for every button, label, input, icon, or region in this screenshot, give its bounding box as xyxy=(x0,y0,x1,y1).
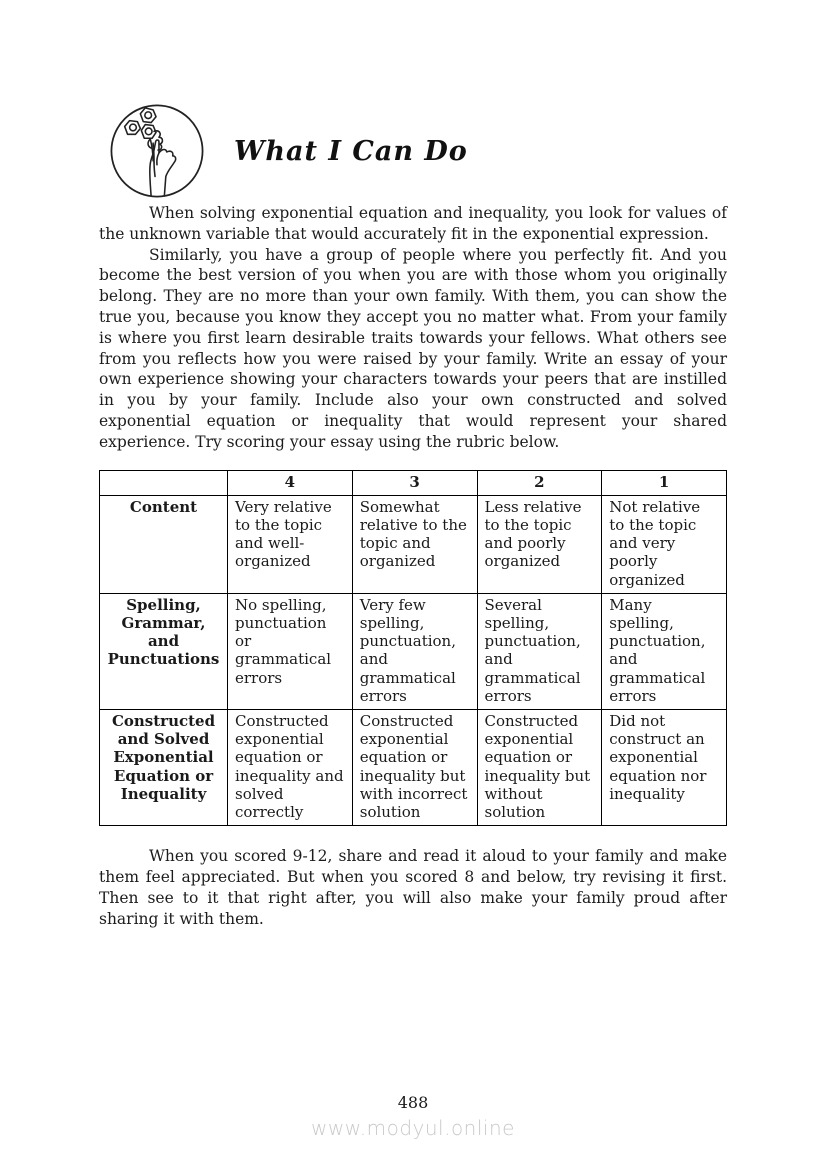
rubric-header-3: 3 xyxy=(352,470,477,495)
paragraph-essay-task: Similarly, you have a group of people where you perfectly fit. And you become the best version of you when you are with those whom you originally belong. They are no more than your own family. With them, you can show the true you, because you know they accept you no matter what. From your family is where you first learn desirable traits towards your fellows. What others see from you reflects how you were raised by your family. Write an essay of your own experience showing your characters towards your peers that are instilled in you by your family. Include also your own constructed and solved exponential equation or inequality that would represent your shared experience. Try scoring your essay using the rubric below. xyxy=(99,245,727,451)
section-header xyxy=(99,100,727,202)
page-number: 488 xyxy=(397,1093,429,1112)
rubric-cell: Did not construct an exponential equation nor inequality xyxy=(602,710,727,826)
rubric-row-label-spelling: Spelling, Grammar, and Punctuations xyxy=(100,593,228,709)
rubric-cell: Very relative to the topic and well-organized xyxy=(228,495,353,593)
rubric-cell: Several spelling, punctuation, and grammatical errors xyxy=(477,593,602,709)
hand-with-flowers-icon xyxy=(108,102,206,200)
rubric-header-4: 4 xyxy=(228,470,353,495)
rubric-cell: Constructed exponential equation or inequality but with incorrect solution xyxy=(352,710,477,826)
rubric-table xyxy=(99,470,727,827)
rubric-cell: Constructed exponential equation or inequality and solved correctly xyxy=(228,710,353,826)
rubric-row-label-constructed: Constructed and Solved Exponential Equation or Inequality xyxy=(100,710,228,826)
rubric-cell: Somewhat relative to the topic and organized xyxy=(352,495,477,593)
table-row xyxy=(100,593,727,709)
rubric-header-1: 1 xyxy=(602,470,727,495)
rubric-cell: No spelling, punctuation or grammatical errors xyxy=(228,593,353,709)
table-row xyxy=(100,495,727,593)
paragraph-intro: When solving exponential equation and inequality, you look for values of the unknown variable that would accurately fit in the exponential expression. xyxy=(99,204,727,243)
rubric-cell: Not relative to the topic and very poorly organized xyxy=(602,495,727,593)
rubric-row-label-content: Content xyxy=(100,495,228,593)
rubric-cell: Constructed exponential equation or inequality but without solution xyxy=(477,710,602,826)
watermark: www.modyul.online xyxy=(311,1116,515,1140)
page-title: What I Can Do xyxy=(234,135,468,167)
rubric-cell: Less relative to the topic and poorly organized xyxy=(477,495,602,593)
table-row xyxy=(100,710,727,826)
page-content xyxy=(99,0,727,929)
rubric-header-2: 2 xyxy=(477,470,602,495)
rubric-cell: Many spelling, punctuation, and grammatical errors xyxy=(602,593,727,709)
paragraph-scoring-note: When you scored 9-12, share and read it aloud to your family and make them feel appreciated. But when you scored 8 and below, try revising it first. Then see to it that right after, you will also make your family proud after sharing it with them. xyxy=(99,847,727,928)
rubric-cell: Very few spelling, punctuation, and grammatical errors xyxy=(352,593,477,709)
rubric-header-row xyxy=(100,470,727,495)
rubric-header-blank xyxy=(100,470,228,495)
